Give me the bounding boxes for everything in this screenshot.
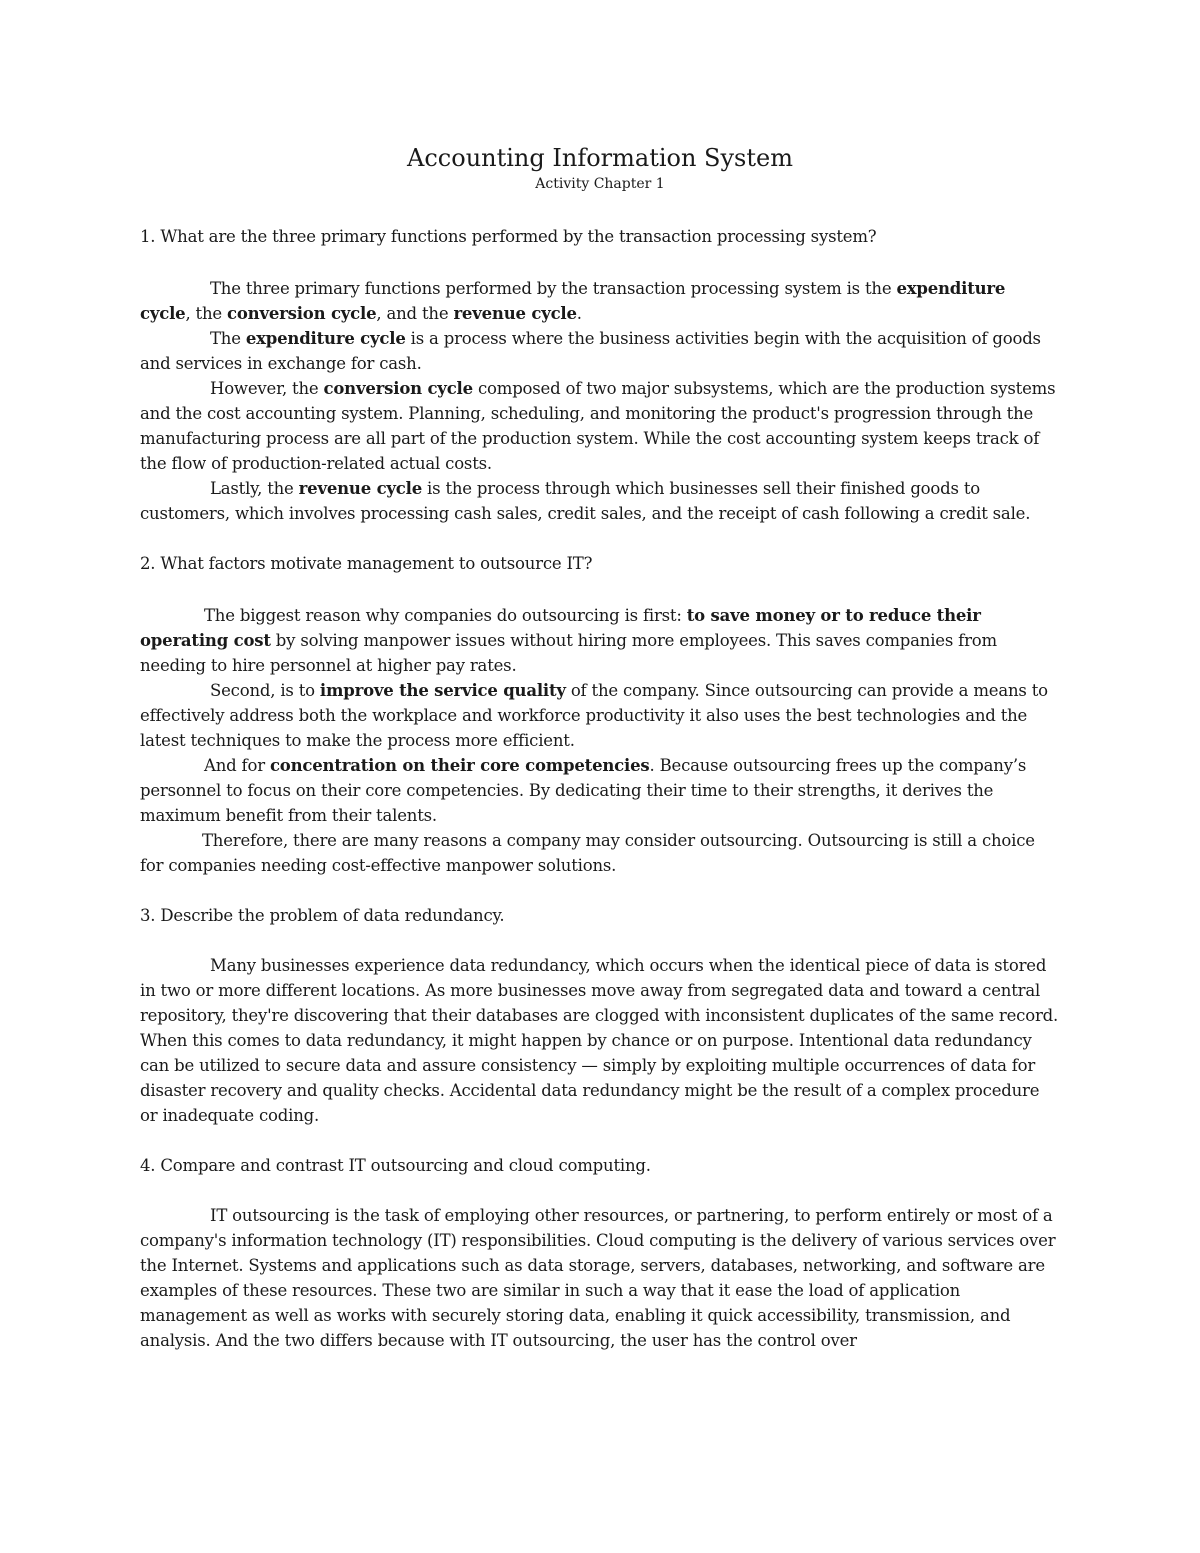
- text-run: And for: [204, 756, 270, 775]
- answer-4-paragraph-1: IT outsourcing is the task of employing other resources, or partnering, to perform entirely or most of a company's information technology (IT) responsibilities. Cloud computing is the delivery of various services over the Internet. Systems and applications such as data storage, servers, databases, networking, and software are examples of these resources. These two are similar in such a way that it ease the load of application management as well as works with securely storing data, enabling it quick accessibility, transmission, and analysis. And the two differs because with IT outsourcing, the user has the control over: [140, 1206, 1056, 1350]
- answer-1-paragraph-1: [140, 276, 1060, 326]
- text-run: composed of two major subsystems, which are the production systems and the cost accounting system. Planning, scheduling, and monitoring the product's progression through the manufacturing process are all part of the production system. While the cost accounting system keeps track of the flow of production-related actual costs.: [140, 379, 1056, 473]
- emphasis-expenditure-cycle: expenditure cycle: [245, 329, 406, 348]
- answer-2-paragraph-3: [140, 753, 1060, 828]
- emphasis-service-quality: improve the service quality: [319, 681, 566, 700]
- answer-2-paragraph-1: [140, 603, 1060, 678]
- document-title: Accounting Information System: [407, 144, 793, 172]
- text-run: by solving manpower issues without hiring more employees. This saves companies from needing to hire personnel at higher pay rates.: [140, 631, 997, 675]
- document-subtitle: Activity Chapter 1: [535, 176, 665, 192]
- spacer: [140, 878, 1060, 903]
- spacer: [140, 194, 1060, 224]
- spacer: [140, 928, 1060, 953]
- text-run: of the company. Since outsourcing can provide a means to effectively address both the workplace and workforce productivity it also uses the best technologies and the latest techniques to make the process more efficient.: [140, 681, 1048, 750]
- emphasis-expenditure-cycle: expenditure cycle: [140, 279, 1006, 323]
- spacer: [140, 526, 1060, 551]
- question-1: 1. What are the three primary functions performed by the transaction processing system?: [140, 227, 877, 246]
- emphasis-core-competencies: concentration on their core competencies: [269, 756, 650, 775]
- answer-1-paragraph-3: [140, 376, 1060, 476]
- text-run: Lastly, the: [210, 479, 299, 498]
- text-run: is a process where the business activities begin with the acquisition of goods and services in exchange for cash.: [140, 329, 1041, 373]
- text-run: The three primary functions performed by the transaction processing system is the: [210, 279, 897, 298]
- spacer: [140, 1178, 1060, 1203]
- answer-1-paragraph-4: [140, 476, 1060, 526]
- emphasis-conversion-cycle: conversion cycle: [227, 304, 377, 323]
- text-run: The: [210, 329, 246, 348]
- text-run: The biggest reason why companies do outsourcing is first:: [204, 606, 687, 625]
- answer-1-paragraph-2: [140, 326, 1060, 376]
- text-run: However, the: [210, 379, 324, 398]
- emphasis-save-money: to save money or to reduce their operating cost: [140, 606, 981, 650]
- text-run: . Because outsourcing frees up the company’s personnel to focus on their core competencies. By dedicating their time to their strengths, it derives the maximum benefit from their talents.: [140, 756, 1027, 825]
- answer-2-paragraph-4: Therefore, there are many reasons a company may consider outsourcing. Outsourcing is still a choice for companies needing cost-effective manpower solutions.: [140, 831, 1035, 875]
- text-run: is the process through which businesses sell their finished goods to customers, which involves processing cash sales, credit sales, and the receipt of cash following a credit sale.: [140, 479, 1031, 523]
- text-run: , and the: [376, 304, 454, 323]
- text-run: .: [576, 304, 582, 323]
- spacer: [140, 249, 1060, 276]
- emphasis-conversion-cycle: conversion cycle: [323, 379, 473, 398]
- answer-2-paragraph-2: [140, 678, 1060, 753]
- text-run: Second, is to: [210, 681, 320, 700]
- emphasis-revenue-cycle: revenue cycle: [298, 479, 423, 498]
- question-3: 3. Describe the problem of data redundancy.: [140, 906, 505, 925]
- question-2: 2. What factors motivate management to outsource IT?: [140, 554, 593, 573]
- emphasis-revenue-cycle: revenue cycle: [453, 304, 577, 323]
- document-body: [140, 142, 1060, 1353]
- question-4: 4. Compare and contrast IT outsourcing and cloud computing.: [140, 1156, 651, 1175]
- spacer: [140, 1128, 1060, 1153]
- spacer: [140, 576, 1060, 603]
- text-run: , the: [185, 304, 228, 323]
- answer-3-paragraph-1: Many businesses experience data redundancy, which occurs when the identical piece of data is stored in two or more different locations. As more businesses move away from segregated data and toward a central repository, they're discovering that their databases are clogged with inconsistent duplicates of the same record. When this comes to data redundancy, it might happen by chance or on purpose. Intentional data redundancy can be utilized to secure data and assure consistency — simply by exploiting multiple occurrences of data for disaster recovery and quality checks. Accidental data redundancy might be the result of a complex procedure or inadequate coding.: [140, 956, 1059, 1125]
